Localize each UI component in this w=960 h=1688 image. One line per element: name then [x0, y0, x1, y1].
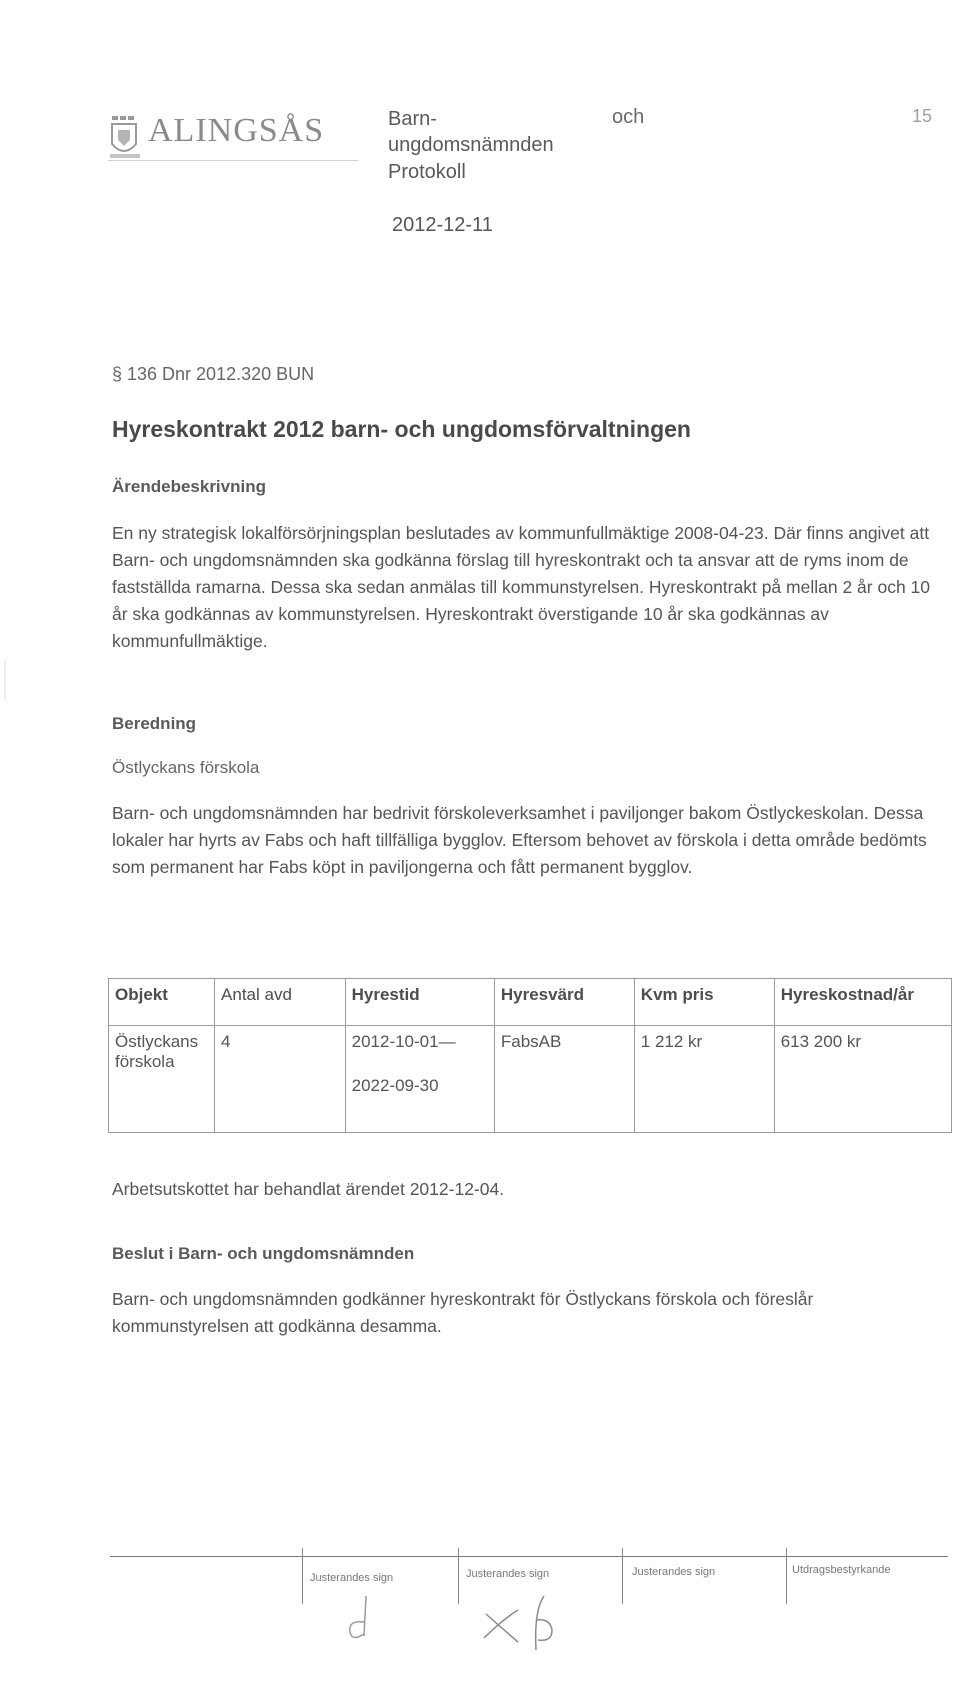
col-header-kvm-pris: Kvm pris [634, 979, 774, 1026]
paragraph-reference: § 136 Dnr 2012.320 BUN [112, 364, 315, 384]
objekt-line2: förskola [115, 1052, 175, 1071]
cell-hyrestid [345, 1026, 494, 1133]
logo-underline [108, 160, 358, 161]
page-title: Hyreskontrakt 2012 barn- och ungdomsförvaltningen [112, 416, 691, 442]
signature-divider [622, 1548, 623, 1604]
scan-mark [3, 660, 7, 700]
beredning-text: Barn- och ungdomsnämnden har bedrivit förskoleverksamhet i paviljonger bakom Östlyckeskolan. Dessa lokaler har hyrts av Fabs och haft tillfälliga bygglov. Eftersom behovet av förskola i detta område bedömts som permanent har Fabs köpt in paviljongerna och fått permanent bygglov. [112, 803, 927, 877]
document-type: Protokoll [388, 161, 466, 183]
table-row [109, 1026, 952, 1133]
hyrestid-to: 2022-09-30 [351, 1076, 439, 1095]
cell-antal-avd: 4 [215, 1026, 346, 1133]
beredning-heading: Beredning [112, 714, 197, 733]
page-number: 15 [912, 106, 933, 126]
handwritten-initial-1 [340, 1592, 380, 1652]
cell-hyreskostnad: 613 200 kr [774, 1026, 951, 1133]
col-header-hyrestid: Hyrestid [345, 979, 494, 1026]
signature-divider [458, 1548, 459, 1604]
committee-line1-och: och [612, 106, 645, 128]
signature-label: Utdragsbestyrkande [792, 1564, 891, 1576]
meeting-date: 2012-12-11 [392, 214, 493, 236]
col-header-objekt: Objekt [109, 979, 215, 1026]
table-header-row [109, 979, 952, 1026]
col-header-antal-avd: Antal avd [215, 979, 346, 1026]
beslut-text: Barn- och ungdomsnämnden godkänner hyreskontrakt för Östlyckans förskola och föreslår kommunstyrelsen att godkänna desamma. [112, 1289, 814, 1336]
logo-text: ALINGSÅS [148, 112, 325, 149]
arendebeskrivning-heading: Ärendebeskrivning [112, 477, 266, 496]
cell-hyresvard: FabsAB [494, 1026, 634, 1133]
signature-label: Justerandes sign [466, 1568, 550, 1580]
signature-divider [786, 1548, 787, 1604]
col-header-hyresvard: Hyresvärd [494, 979, 634, 1026]
committee-line2: ungdomsnämnden [388, 134, 554, 156]
signature-label: Justerandes sign [632, 1566, 716, 1578]
arendebeskrivning-text: En ny strategisk lokalförsörjningsplan beslutades av kommunfullmäktige 2008-04-23. Där finns angivet att Barn- och ungdomsnämnden ska godkänna förslag till hyreskontrakt och ta ansvar att de ryms inom de fastställda ramarna. Dessa ska sedan anmälas till kommunstyrelsen. Hyreskontrakt på mellan 2 år och 10 år ska godkännas av kommunstyrelsen. Hyreskontrakt överstigande 10 år ska godkännas av kommunfullmäktige. [112, 523, 931, 651]
signature-divider [302, 1548, 303, 1604]
committee-line1: Barn- [388, 108, 437, 130]
municipal-crest-icon [108, 114, 142, 164]
rental-contract-table [108, 978, 952, 1133]
beslut-heading: Beslut i Barn- och ungdomsnämnden [112, 1244, 415, 1263]
signature-label: Justerandes sign [310, 1572, 394, 1584]
cell-kvm-pris: 1 212 kr [634, 1026, 774, 1133]
cell-objekt [109, 1026, 215, 1133]
signature-rule [110, 1556, 948, 1557]
alingsas-logo [108, 110, 360, 170]
col-header-hyreskostnad: Hyreskostnad/år [774, 979, 951, 1026]
arbetsutskott-text: Arbetsutskottet har behandlat ärendet 2012-12-04. [112, 1179, 505, 1199]
objekt-line1: Östlyckans [115, 1032, 199, 1051]
beredning-subheading: Östlyckans förskola [112, 758, 260, 777]
hyrestid-from: 2012-10-01— [351, 1032, 456, 1051]
handwritten-initial-2 [478, 1590, 568, 1656]
